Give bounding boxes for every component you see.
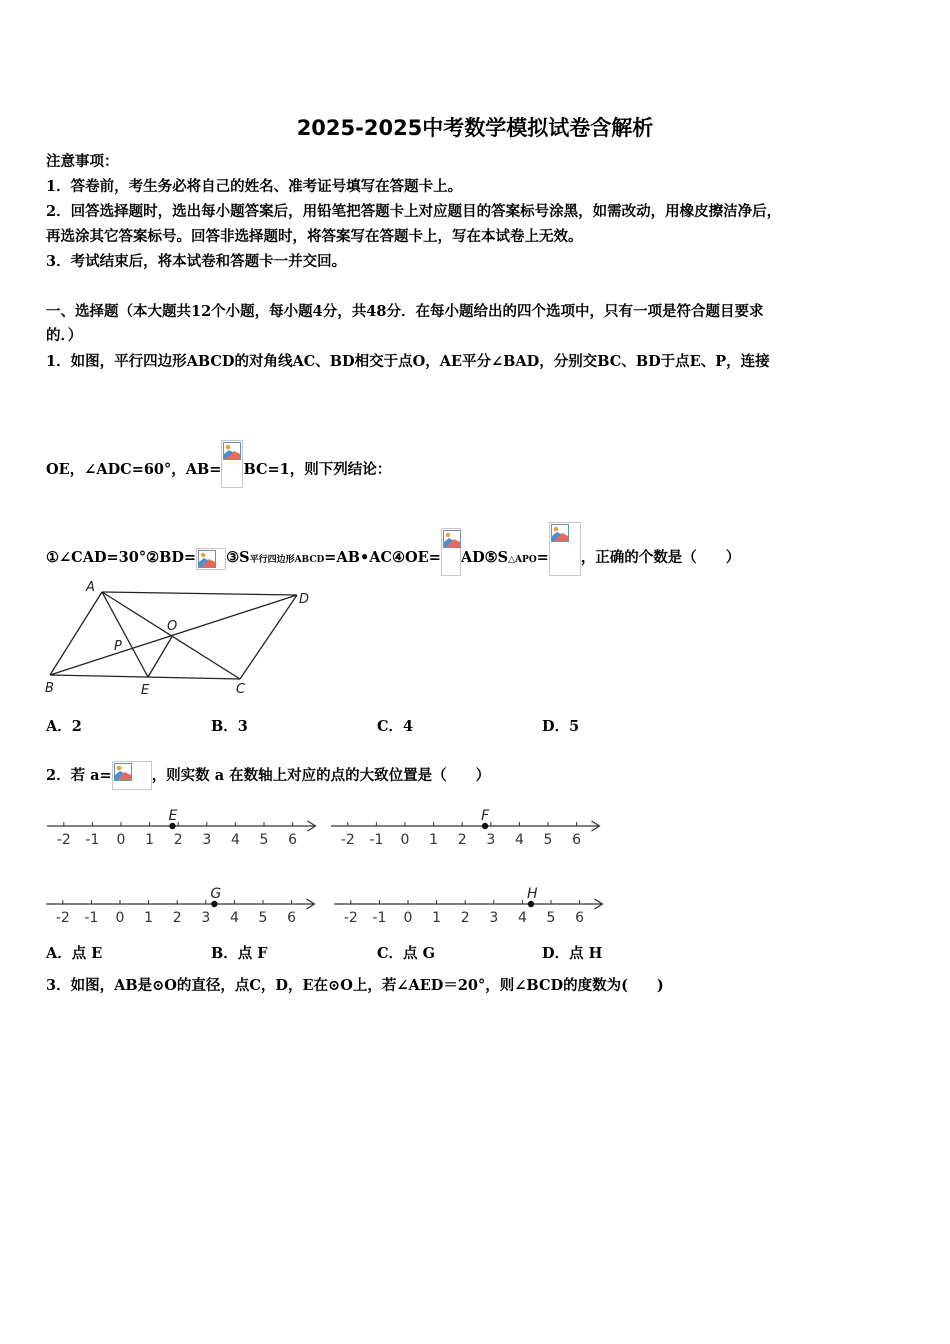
tick-label: 0 (115, 910, 125, 926)
label-b: B (45, 681, 54, 696)
tick-label: 0 (116, 832, 126, 848)
tick-label: 5 (259, 832, 269, 848)
page-title: 2025-2025中考数学模拟试卷含解析 (296, 116, 654, 140)
label-a: A (86, 580, 95, 595)
label-d: D (299, 592, 310, 607)
tick-label: 6 (572, 832, 582, 848)
tick-label: 0 (400, 832, 410, 848)
q1-line2-text-a: OE，∠ADC=60°，AB= (46, 461, 222, 478)
tick-label: -2 (340, 832, 355, 848)
tick-label: 6 (575, 910, 585, 926)
broken-image-icon (112, 761, 152, 790)
tick-label: 3 (202, 832, 212, 848)
q2-option-c[interactable]: C．点 G (377, 945, 435, 962)
tick-label: 1 (429, 832, 439, 848)
diagonal-bd (50, 595, 297, 675)
q2-option-b[interactable]: B．点 F (211, 945, 268, 962)
edge-cb (50, 675, 240, 679)
q2-number-lines (0, 800, 950, 930)
q1-option-c[interactable]: C．4 (377, 718, 414, 735)
tick-label: 3 (486, 832, 496, 848)
notice-item-2: 2．回答选择题时，选出每小题答案后，用铅笔把答题卡上对应题目的答案标号涂黑，如需改动，用橡皮擦洁净后， (46, 203, 782, 220)
number-line-e (47, 808, 315, 848)
tick-label: -1 (369, 832, 384, 848)
label-p: P (114, 639, 122, 654)
q1-stem: 1．如图，平行四边形ABCD的对角线AC、BD相交于点O，AE平分∠BAD，分别交BC、BD于点E、P，连接 (46, 353, 770, 370)
segment-eo (148, 635, 173, 677)
q1-sub-parallelogram: 平行四边形ABCD (249, 555, 325, 565)
tick-label: 6 (287, 910, 297, 926)
edge-ba (50, 592, 102, 675)
q1-parallelogram-figure (40, 575, 330, 700)
section-heading-cont: 的．） (46, 327, 83, 344)
q2-option-a[interactable]: A．点 E (46, 945, 103, 962)
tick-label: -1 (85, 832, 100, 848)
q1-line3-text-d: AD⑤S (460, 549, 509, 566)
q1-line3-text-c: =AB•AC④OE= (324, 549, 441, 566)
q2-stem-text-a: 2．若 a= (46, 767, 112, 784)
tick-label: 0 (403, 910, 413, 926)
point-label-f: F (481, 808, 490, 824)
q1-line3-text-f: ，正确的个数是（ ） (580, 549, 741, 566)
notice-item-3: 3．考试结束后，将本试卷和答题卡一并交回。 (46, 253, 347, 270)
label-o: O (167, 619, 178, 634)
segment-ae (102, 592, 148, 677)
section-heading: 一、选择题（本大题共12个小题，每小题4分，共48分．在每小题给出的四个选项中，只有一项是符合题目要求 (46, 303, 764, 320)
tick-label: 4 (514, 832, 524, 848)
edge-ad (102, 592, 297, 595)
tick-label: 2 (457, 832, 467, 848)
tick-label: -2 (56, 832, 71, 848)
q3-stem: 3．如图，AB是⊙O的直径，点C，D，E在⊙O上，若∠AED＝20°，则∠BCD的度数为( ) (46, 977, 664, 994)
q1-line3-text-e: = (536, 549, 549, 566)
q2-stem (46, 761, 490, 786)
tick-label: 5 (258, 910, 268, 926)
broken-image-icon (196, 548, 226, 570)
tick-label: 1 (432, 910, 442, 926)
tick-label: -1 (84, 910, 99, 926)
tick-label: 5 (543, 832, 553, 848)
tick-label: 1 (144, 910, 154, 926)
broken-image-icon (441, 528, 461, 576)
tick-label: 2 (173, 832, 183, 848)
label-c: C (236, 682, 246, 697)
tick-label: -2 (55, 910, 70, 926)
q1-sub-triangle: △APO (508, 555, 537, 565)
tick-label: 3 (201, 910, 211, 926)
notice-item-2-cont: 再选涂其它答案标号。回答非选择题时，将答案写在答题卡上，写在本试卷上无效。 (46, 228, 583, 245)
tick-label: 5 (546, 910, 556, 926)
broken-image-icon (221, 440, 243, 488)
notice-heading: 注意事项： (46, 153, 119, 170)
q1-line3 (46, 522, 740, 570)
tick-label: 3 (489, 910, 499, 926)
q1-line2-text-b: BC=1，则下列结论： (243, 461, 392, 478)
q1-option-d[interactable]: D．5 (542, 718, 580, 735)
point-label-e: E (168, 808, 178, 824)
q1-line2 (46, 440, 391, 480)
edge-dc (240, 595, 297, 679)
q2-option-d[interactable]: D．点 H (542, 945, 603, 962)
q1-option-b[interactable]: B．3 (211, 718, 248, 735)
point-label-g: G (210, 886, 222, 902)
point-label-h: H (526, 886, 538, 902)
label-e: E (141, 683, 150, 698)
q1-line3-text-b: ③S (226, 549, 250, 566)
notice-item-1: 1．答卷前，考生务必将自己的姓名、准考证号填写在答题卡上。 (46, 178, 463, 195)
tick-label: -2 (343, 910, 358, 926)
number-line-h (334, 886, 602, 926)
tick-label: 2 (172, 910, 182, 926)
q1-option-a[interactable]: A．2 (46, 718, 82, 735)
broken-image-icon (549, 522, 581, 576)
q1-line3-text-a: ①∠CAD=30°②BD= (46, 549, 197, 566)
tick-label: 4 (517, 910, 527, 926)
q2-stem-text-b: ，则实数 a 在数轴上对应的点的大致位置是（ ） (151, 767, 491, 784)
tick-label: 4 (229, 910, 239, 926)
number-line-f (331, 808, 599, 848)
tick-label: 6 (288, 832, 298, 848)
number-line-g (46, 886, 314, 926)
tick-label: -1 (372, 910, 387, 926)
tick-label: 2 (460, 910, 470, 926)
tick-label: 1 (145, 832, 155, 848)
tick-label: 4 (230, 832, 240, 848)
